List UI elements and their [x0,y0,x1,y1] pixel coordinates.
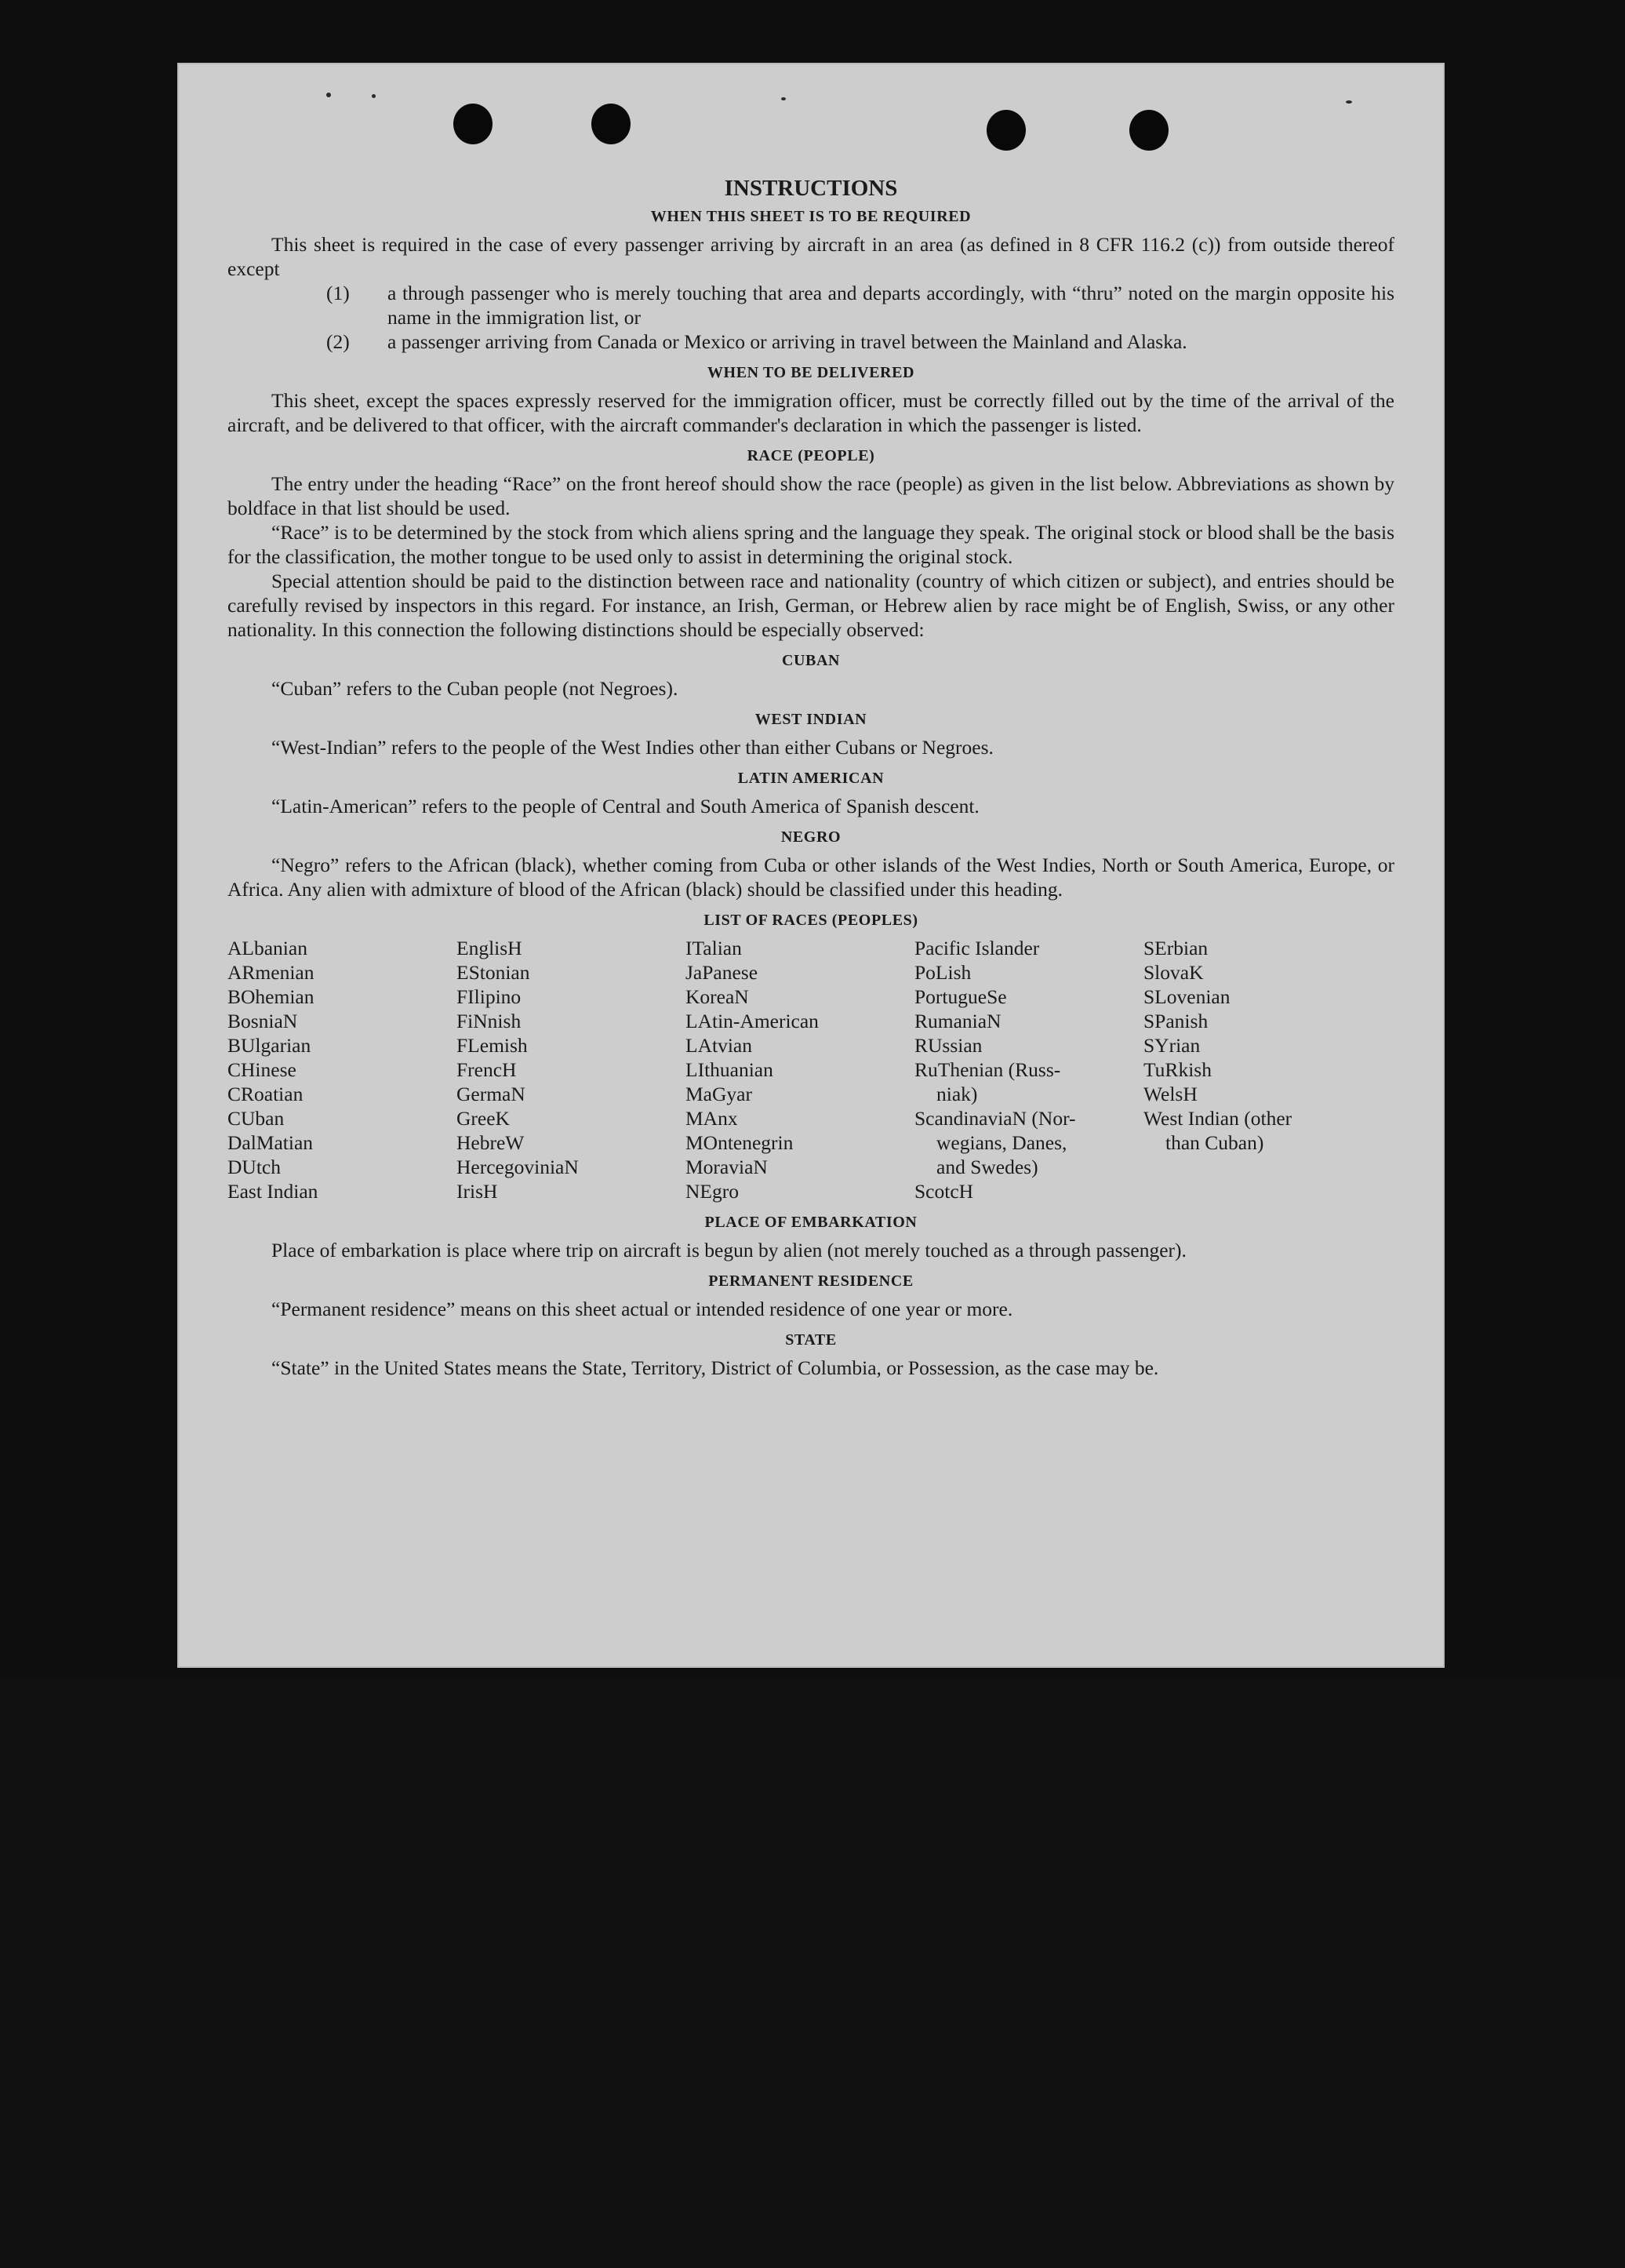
required-intro: This sheet is required in the case of every passenger arriving by aircraft in an area (as defined in 8 CFR 116.2 (c)) from outside thereof except [227,233,1394,280]
race-entry: ScotcH [914,1180,974,1203]
speck [1346,100,1352,104]
race-entry: MaGyar [685,1083,752,1105]
race-entry: ALbanian [227,937,307,959]
exception-text: a passenger arriving from Canada or Mexico or arriving in travel between the Mainland and Alaska. [387,330,1187,353]
instructions-content [227,174,1394,1380]
permanent-residence-text: “Permanent residence” means on this sheet actual or intended residence of one year or more. [271,1298,1013,1320]
delivered-text: This sheet, except the spaces expressly reserved for the immigration officer, must be correctly filled out by the time of the arrival of the aircraft, and be delivered to that officer, with the aircraft commander's declaration in which the passenger is listed. [227,389,1394,436]
page-title: INSTRUCTIONS [724,176,898,201]
races-column [914,936,1143,1203]
race-entry: CUban [227,1107,285,1130]
section-heading-west-indian: WEST INDIAN [754,711,867,728]
instruction-sheet [177,63,1445,1668]
race-entry: SPanish [1143,1010,1209,1032]
section-heading-required: WHEN THIS SHEET IS TO BE REQUIRED [650,208,972,225]
races-column [685,936,914,1203]
negro-text: “Negro” refers to the African (black), whether coming from Cuba or other islands of the West Indies, North or South America, Europe, or Africa. Any alien with admixture of blood of the African (black) should be classified under this heading. [227,854,1394,901]
race-entry: FIlipino [456,985,522,1008]
speck [781,97,786,100]
cuban-text: “Cuban” refers to the Cuban people (not Negroes). [271,677,678,700]
race-entry: BosniaN [227,1010,298,1032]
state-text: “State” in the United States means the State, Territory, District of Columbia, or Possession, as the case may be. [271,1356,1159,1379]
race-entry: MOntenegrin [685,1131,794,1154]
race-entry: FLemish [456,1034,528,1057]
race-entry: SErbian [1143,937,1209,959]
race-entry: DalMatian [227,1131,314,1154]
race-entry: FrencH [456,1058,517,1081]
race-entry: LAtin-American [685,1010,819,1032]
section-heading-embarkation: PLACE OF EMBARKATION [704,1214,918,1231]
section-heading-race: RACE (PEOPLE) [747,447,875,464]
race-entry: FiNnish [456,1010,522,1032]
latin-american-text: “Latin-American” refers to the people of Central and South America of Spanish descent. [271,795,980,817]
section-heading-latin-american: LATIN AMERICAN [737,770,885,787]
exception-item [227,281,1394,329]
race-entry: wegians, Danes, [936,1131,1067,1154]
races-column [227,936,456,1203]
speck [372,94,376,98]
race-entry: EStonian [456,961,530,984]
race-entry: Pacific Islander [914,937,1040,959]
race-entry: ScandinaviaN (Nor- [914,1107,1076,1130]
race-paragraph: Special attention should be paid to the distinction between race and nationality (country of which citizen or subject), and entries should be carefully revised by inspectors in this regard. For instance, an Irish, German, or Hebrew alien by race might be of English, Swiss, or any other nationality. In this connection the following distinctions should be especially observed: [227,570,1394,641]
punch-hole [453,104,493,144]
exception-item [227,329,1394,354]
race-entry: GermaN [456,1083,525,1105]
race-entry: MoraviaN [685,1156,768,1178]
race-entry: LAtvian [685,1034,752,1057]
races-list [227,936,1394,1203]
race-entry: niak) [936,1083,978,1105]
section-heading-list-of-races: LIST OF RACES (PEOPLES) [703,912,918,929]
section-heading-delivered: WHEN TO BE DELIVERED [707,364,915,381]
exception-number: (2) [326,330,350,353]
section-heading-negro: NEGRO [780,828,842,846]
exception-text: a through passenger who is merely touching that area and departs accordingly, with “thru” noted on the margin opposite his name in the immigration list, or [387,282,1394,329]
punch-hole [591,104,631,144]
race-entry: ITalian [685,937,742,959]
section-heading-state: STATE [785,1331,837,1349]
speck [326,93,331,97]
race-entry: TuRkish [1143,1058,1212,1081]
race-entry: BOhemian [227,985,314,1008]
exception-number: (1) [326,282,350,304]
race-entry: than Cuban) [1165,1131,1264,1154]
section-heading-permanent-residence: PERMANENT RESIDENCE [708,1272,914,1290]
race-entry: WelsH [1143,1083,1198,1105]
embarkation-text: Place of embarkation is place where trip on aircraft is begun by alien (not merely touched as a through passenger). [271,1239,1187,1261]
punch-hole [987,110,1026,151]
race-entry: LIthuanian [685,1058,773,1081]
races-column [456,936,685,1203]
race-entry: BUlgarian [227,1034,311,1057]
race-entry: RUssian [914,1034,983,1057]
race-entry: PoLish [914,961,972,984]
west-indian-text: “West-Indian” refers to the people of the West Indies other than either Cubans or Negroes. [271,736,994,759]
race-entry: CHinese [227,1058,296,1081]
race-entry: RuThenian (Russ- [914,1058,1061,1081]
race-entry: MAnx [685,1107,738,1130]
punch-hole [1129,110,1169,151]
race-entry: SlovaK [1143,961,1204,984]
race-entry: CRoatian [227,1083,304,1105]
race-entry: JaPanese [685,961,758,984]
race-entry: IrisH [456,1180,498,1203]
race-entry: NEgro [685,1180,739,1203]
race-entry: ARmenian [227,961,314,984]
race-entry: HercegoviniaN [456,1156,579,1178]
races-column [1143,936,1372,1203]
section-heading-cuban: CUBAN [781,652,841,669]
race-entry: RumaniaN [914,1010,1002,1032]
race-entry: HebreW [456,1131,525,1154]
race-paragraph: The entry under the heading “Race” on the front hereof should show the race (people) as given in the list below. Abbreviations as shown by boldface in that list should be used. [227,472,1394,519]
race-entry: EnglisH [456,937,522,959]
race-paragraph: “Race” is to be determined by the stock from which aliens spring and the language they speak. The original stock or blood shall be the basis for the classification, the mother tongue to be used only to assist in determining the original stock. [227,521,1394,568]
race-entry: GreeK [456,1107,510,1130]
race-entry: West Indian (other [1143,1107,1292,1130]
dark-background [0,1679,1625,2268]
race-entry: SLovenian [1143,985,1231,1008]
race-entry: SYrian [1143,1034,1201,1057]
race-entry: PortugueSe [914,985,1007,1008]
race-entry: and Swedes) [936,1156,1038,1178]
race-entry: East Indian [227,1180,318,1203]
race-entry: DUtch [227,1156,281,1178]
race-entry: KoreaN [685,985,749,1008]
